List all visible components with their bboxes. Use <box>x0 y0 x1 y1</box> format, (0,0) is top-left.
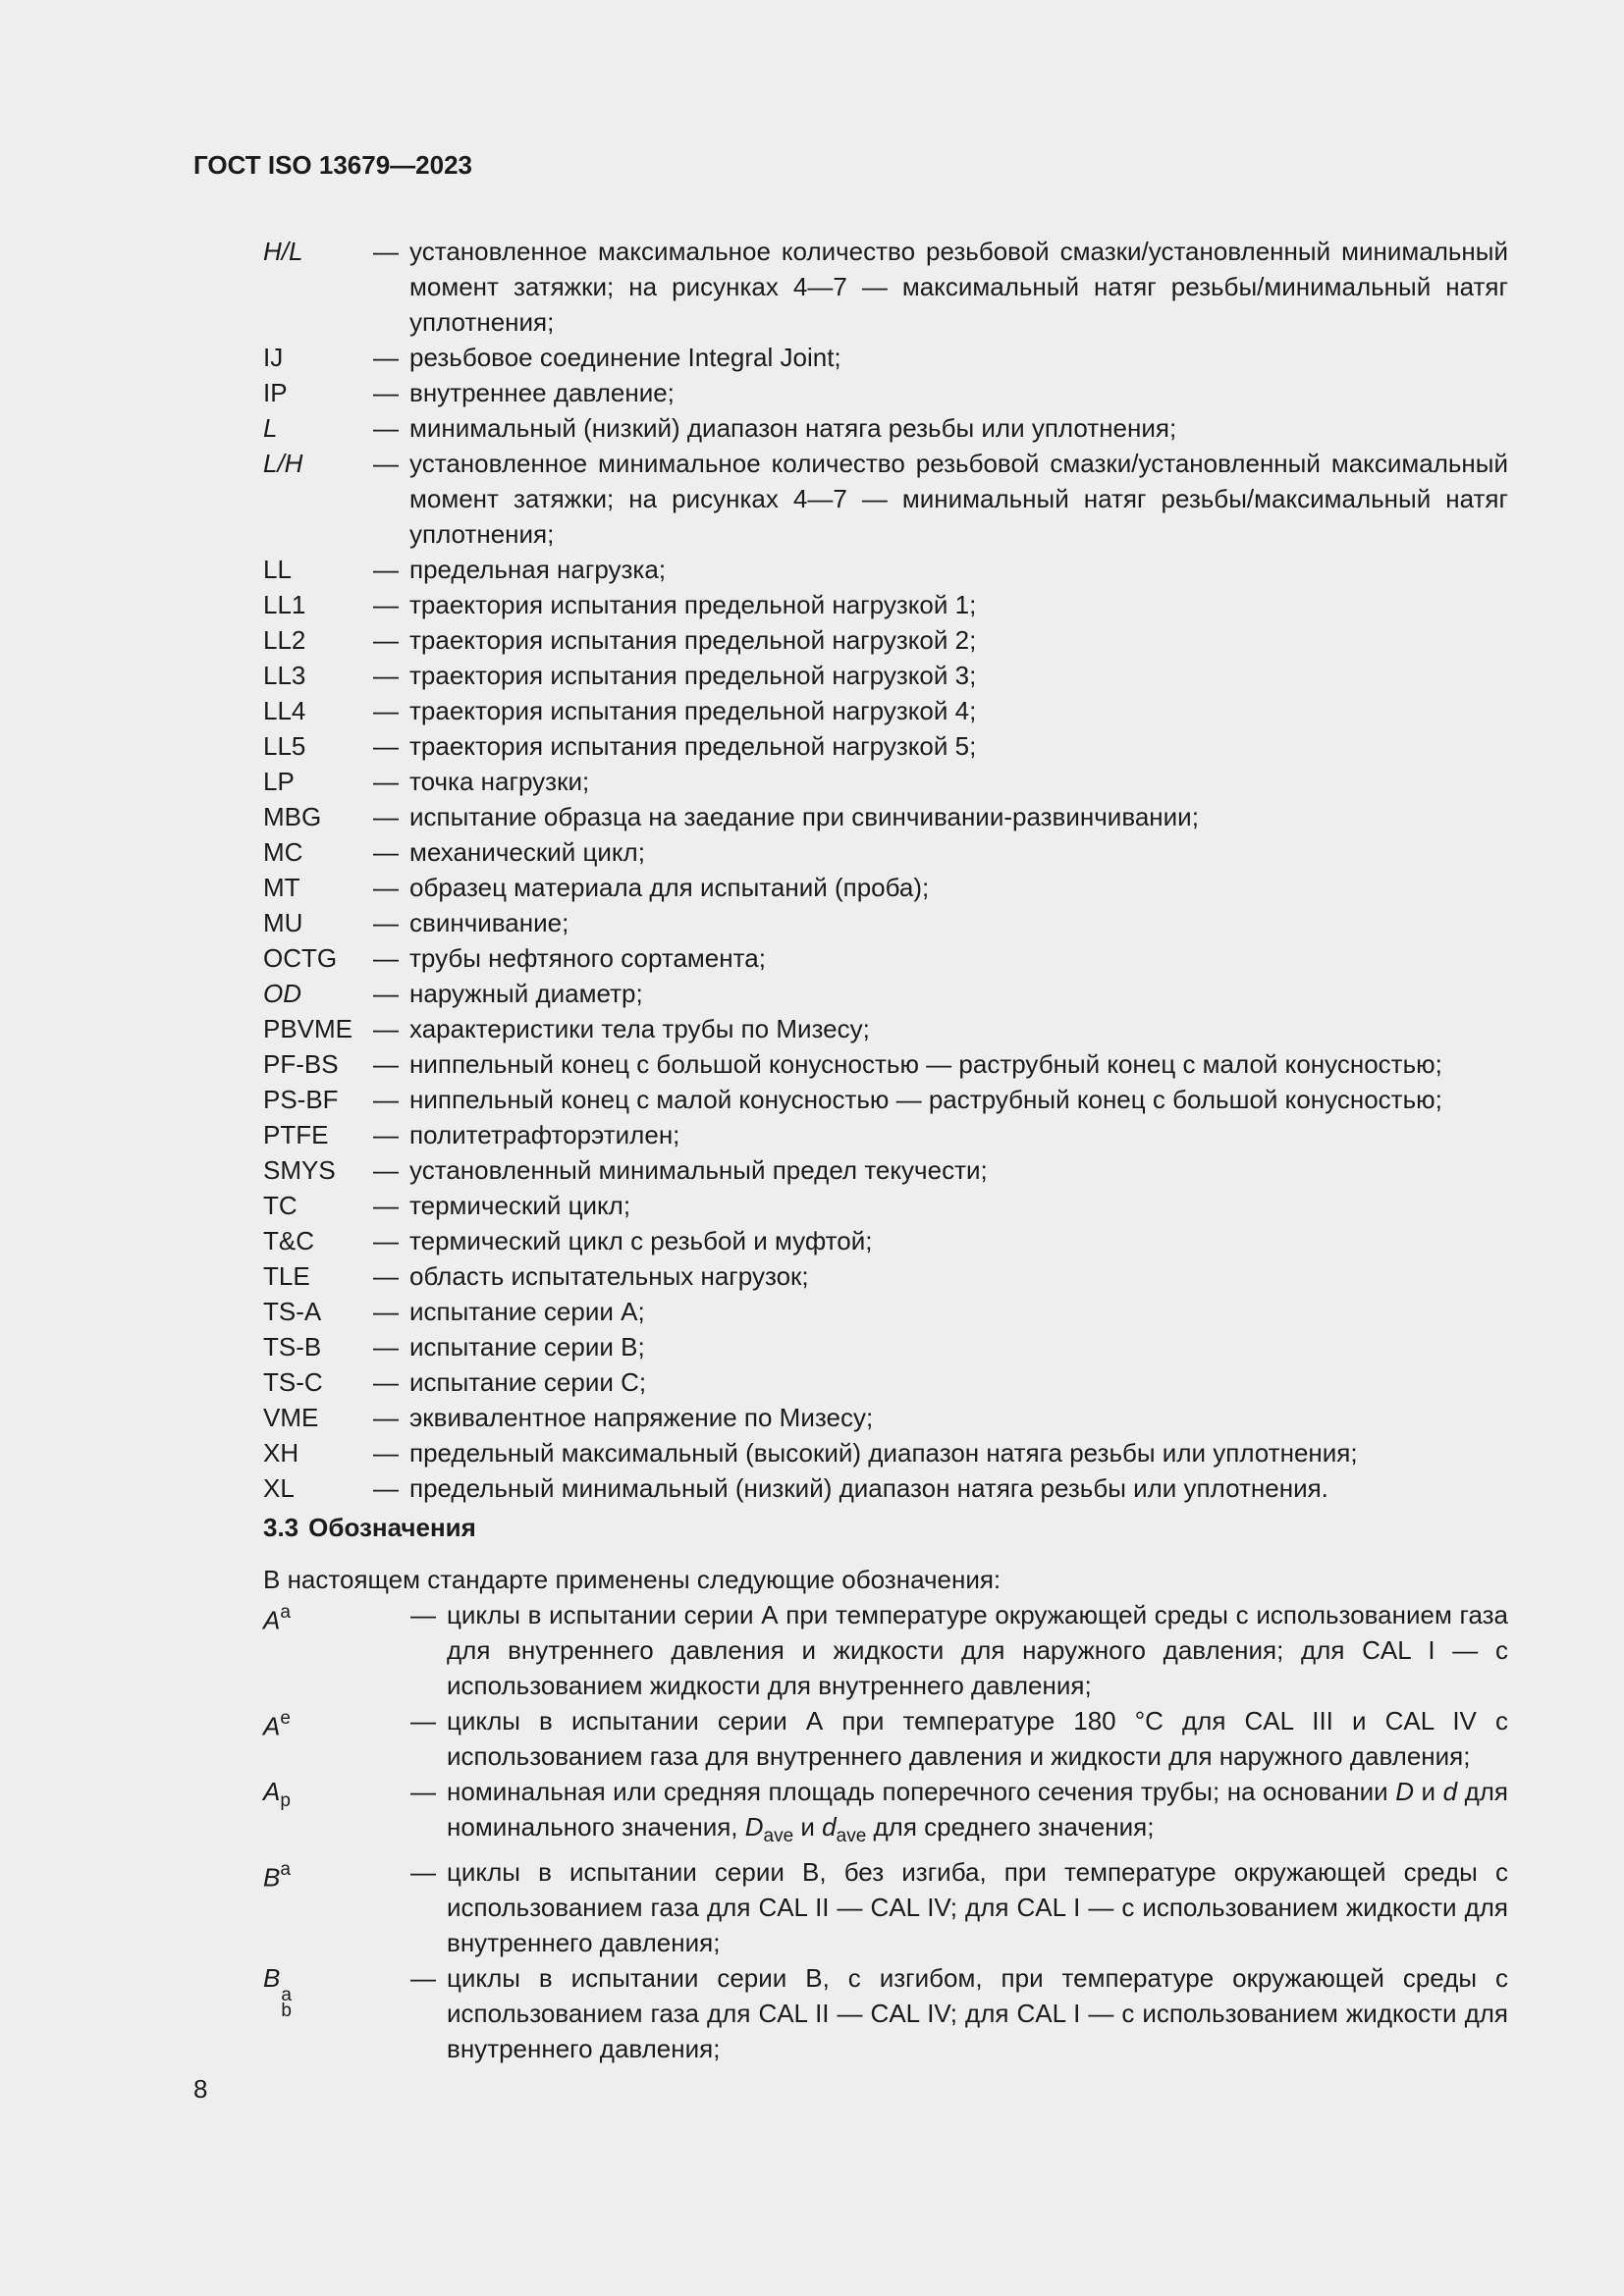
abbreviation-row <box>263 905 1508 940</box>
abbreviation-row <box>263 693 1508 728</box>
symbol-term: $A_p$ <box>263 1777 291 1812</box>
abbreviation-term: L/H <box>263 449 303 478</box>
abbreviation-term: LP <box>263 767 295 796</box>
symbol-term: B a b <box>263 1963 292 2022</box>
abbreviation-term: PBVME <box>263 1014 353 1043</box>
abbreviation-row <box>263 587 1508 622</box>
symbol-term: $A^e$ <box>263 1708 291 1741</box>
abbreviation-definition: образец материала для испытаний (проба); <box>409 873 930 902</box>
symbol-row-ba <box>263 1854 1508 1960</box>
abbreviation-definition: свинчивание; <box>409 908 569 937</box>
abbreviation-row <box>263 1294 1508 1329</box>
abbreviation-row <box>263 799 1508 834</box>
abbreviation-definition: резьбовое соединение Integral Joint; <box>409 343 841 372</box>
dash: — <box>410 1706 436 1735</box>
abbreviation-definition: установленное максимальное количество резьбовой смазки/установленный минимальный момент затяжки; на рисунках 4—7 — максимальный натяг резьбы/минимальный натяг уплотнения; <box>409 237 1508 337</box>
abbreviation-row <box>263 1117 1508 1152</box>
abbreviation-row <box>263 552 1508 587</box>
abbreviation-row <box>263 1188 1508 1223</box>
dash: — <box>373 343 399 372</box>
abbreviation-row <box>263 1082 1508 1117</box>
abbreviation-definition: минимальный (низкий) диапазон натяга резьбы или уплотнения; <box>409 413 1177 443</box>
dash: — <box>373 1120 399 1149</box>
section-number: 3.3 <box>263 1513 299 1542</box>
abbreviation-definition: установленный минимальный предел текучести; <box>409 1155 988 1185</box>
symbol-definition: циклы в испытании серии В, без изгиба, при температуре окружающей среды с использованием газа для CAL II — CAL IV; для CAL I — с использованием жидкости для внутреннего давления; <box>447 1857 1508 1958</box>
abbreviation-row <box>263 940 1508 976</box>
dash: — <box>373 837 399 867</box>
dash: — <box>373 237 399 266</box>
abbreviation-row <box>263 870 1508 905</box>
dash: — <box>373 802 399 831</box>
dash: — <box>373 378 399 407</box>
abbreviation-term: OCTG <box>263 943 338 973</box>
dash: — <box>373 590 399 619</box>
dash: — <box>373 555 399 584</box>
abbreviation-row <box>263 1329 1508 1364</box>
document-header: ГОСТ ISO 13679—2023 <box>193 150 473 180</box>
abbreviation-row <box>263 410 1508 446</box>
dash: — <box>373 1367 399 1397</box>
abbreviation-definition: испытание серии А; <box>409 1297 645 1326</box>
symbol-definition: циклы в испытании серии А при температуре 180 °С для CAL III и CAL IV с использованием газа для внутреннего давления и жидкости для наружного давления; <box>447 1706 1508 1771</box>
abbreviation-row <box>263 622 1508 658</box>
abbreviation-definition: характеристики тела трубы по Мизесу; <box>409 1014 870 1043</box>
abbreviation-definition: траектория испытания предельной нагрузкой 1; <box>409 590 977 619</box>
dash: — <box>373 696 399 725</box>
abbreviation-definition: траектория испытания предельной нагрузкой 3; <box>409 661 977 690</box>
abbreviation-row <box>263 1223 1508 1258</box>
dash: — <box>373 908 399 937</box>
symbol-definition: циклы в испытании серии В, с изгибом, при температуре окружающей среды с использованием газа для CAL II — CAL IV; для CAL I — с использованием жидкости для внутреннего давления; <box>447 1963 1508 2064</box>
abbreviation-definition: испытание серии С; <box>409 1367 647 1397</box>
dash: — <box>373 1403 399 1432</box>
abbreviation-row <box>263 1152 1508 1188</box>
abbreviation-row <box>263 1400 1508 1435</box>
dash: — <box>373 1226 399 1255</box>
abbreviation-definition: точка нагрузки; <box>409 767 590 796</box>
dash: — <box>373 1473 399 1503</box>
dash: — <box>373 1297 399 1326</box>
abbreviation-row <box>263 446 1508 552</box>
abbreviation-definition: траектория испытания предельной нагрузкой 4; <box>409 696 977 725</box>
abbreviation-term: VME <box>263 1403 319 1432</box>
abbreviation-definition: термический цикл с резьбой и муфтой; <box>409 1226 873 1255</box>
abbreviation-term: TC <box>263 1191 298 1220</box>
abbreviation-term: PTFE <box>263 1120 329 1149</box>
dash: — <box>373 731 399 761</box>
dash: — <box>373 1332 399 1362</box>
abbreviation-term: TS-A <box>263 1297 322 1326</box>
symbols-intro: В настоящем стандарте применены следующие обозначения: <box>263 1565 1001 1594</box>
abbreviation-term: XH <box>263 1438 299 1468</box>
dash: — <box>373 943 399 973</box>
dash: — <box>410 1600 436 1629</box>
abbreviation-term: XL <box>263 1473 295 1503</box>
abbreviation-term: LL5 <box>263 731 306 761</box>
page-number: 8 <box>193 2074 208 2104</box>
abbreviation-row <box>263 340 1508 375</box>
dash: — <box>373 413 399 443</box>
abbreviation-definition: внутреннее давление; <box>409 378 675 407</box>
symbol-definition: циклы в испытании серии А при температуре окружающей среды с использованием газа для внутреннего давления и жидкости для наружного давления; для CAL I — с использованием жидкости для внутреннего давления; <box>447 1600 1508 1700</box>
abbreviation-definition: испытание серии В; <box>409 1332 645 1362</box>
abbreviation-term: SMYS <box>263 1155 336 1185</box>
symbol-row-ap <box>263 1774 1508 1854</box>
abbreviation-row <box>263 976 1508 1011</box>
dash: — <box>373 979 399 1008</box>
symbol-definition: номинальная или средняя площадь поперечного сечения трубы; на основании D и d для номинального значения, $D_{ave}$ и $d_{ave}$ для среднего значения; <box>447 1777 1508 1847</box>
abbreviation-term: T&C <box>263 1226 314 1255</box>
abbreviation-term: MC <box>263 837 303 867</box>
abbreviation-row <box>263 658 1508 693</box>
abbreviation-row <box>263 234 1508 340</box>
abbreviation-term: IP <box>263 378 288 407</box>
abbreviation-row <box>263 764 1508 799</box>
abbreviation-term: LL1 <box>263 590 306 619</box>
abbreviation-term: OD <box>263 979 301 1008</box>
abbreviation-definition: эквивалентное напряжение по Мизесу; <box>409 1403 874 1432</box>
abbreviation-row <box>263 1435 1508 1470</box>
abbreviation-term: LL <box>263 555 292 584</box>
abbreviation-definition: траектория испытания предельной нагрузкой 5; <box>409 731 977 761</box>
dash: — <box>373 1049 399 1079</box>
abbreviation-row <box>263 1364 1508 1400</box>
abbreviation-term: LL2 <box>263 625 306 655</box>
symbol-row-bab <box>263 1960 1508 2066</box>
dash: — <box>373 1014 399 1043</box>
dash: — <box>373 625 399 655</box>
abbreviation-definition: трубы нефтяного сортамента; <box>409 943 766 973</box>
symbols-list <box>263 1597 1508 2066</box>
abbreviation-definition: предельный максимальный (высокий) диапазон натяга резьбы или уплотнения; <box>409 1438 1358 1468</box>
abbreviation-definition: область испытательных нагрузок; <box>409 1261 809 1291</box>
dash: — <box>373 1438 399 1468</box>
abbreviation-definition: наружный диаметр; <box>409 979 643 1008</box>
abbreviation-term: TS-B <box>263 1332 322 1362</box>
abbreviation-definition: испытание образца на заедание при свинчивании-развинчивании; <box>409 802 1199 831</box>
dash: — <box>373 1191 399 1220</box>
dash: — <box>373 661 399 690</box>
abbreviation-definition: предельный минимальный (низкий) диапазон натяга резьбы или уплотнения. <box>409 1473 1328 1503</box>
dash: — <box>373 873 399 902</box>
symbol-row-aa <box>263 1597 1508 1703</box>
abbreviation-definition: механический цикл; <box>409 837 645 867</box>
abbreviation-definition: установленное минимальное количество резьбовой смазки/установленный максимальный момент затяжки; на рисунках 4—7 — минимальный натяг резьбы/максимальный натяг уплотнения; <box>409 449 1508 549</box>
abbreviation-row <box>263 728 1508 764</box>
symbol-term: $B^a$ <box>263 1859 291 1893</box>
dash: — <box>410 1857 436 1888</box>
dash: — <box>410 1777 436 1806</box>
abbreviation-term: TLE <box>263 1261 310 1291</box>
abbreviation-row <box>263 375 1508 410</box>
abbreviation-term: MU <box>263 908 303 937</box>
abbreviation-row <box>263 1011 1508 1046</box>
abbreviation-term: MBG <box>263 802 322 831</box>
symbol-row-ae <box>263 1703 1508 1774</box>
abbreviation-definition: термический цикл; <box>409 1191 631 1220</box>
abbreviation-term: PS-BF <box>263 1085 339 1114</box>
dash: — <box>373 1155 399 1185</box>
dash: — <box>373 767 399 796</box>
abbreviation-term: MT <box>263 873 300 902</box>
section-heading <box>263 1510 476 1545</box>
abbreviation-definition: ниппельный конец с большой конусностью — раструбный конец с малой конусностью; <box>409 1049 1442 1079</box>
dash: — <box>373 1085 399 1114</box>
abbreviation-row <box>263 1470 1508 1506</box>
abbreviation-row <box>263 1258 1508 1294</box>
abbreviations-list <box>263 234 1508 1506</box>
dash: — <box>373 1261 399 1291</box>
abbreviation-term: PF-BS <box>263 1049 339 1079</box>
abbreviation-definition: политетрафторэтилен; <box>409 1120 680 1149</box>
abbreviation-term: LL3 <box>263 661 306 690</box>
abbreviation-term: IJ <box>263 343 284 372</box>
abbreviation-term: L <box>263 413 278 443</box>
abbreviation-row <box>263 1046 1508 1082</box>
abbreviation-term: TS-C <box>263 1367 323 1397</box>
section-title: Обозначения <box>308 1513 476 1542</box>
abbreviation-definition: ниппельный конец с малой конусностью — раструбный конец с большой конусностью; <box>409 1085 1442 1114</box>
dash: — <box>373 449 399 478</box>
abbreviation-row <box>263 834 1508 870</box>
abbreviation-definition: траектория испытания предельной нагрузкой 2; <box>409 625 977 655</box>
abbreviation-term: LL4 <box>263 696 306 725</box>
dash: — <box>410 1963 436 1994</box>
abbreviation-definition: предельная нагрузка; <box>409 555 667 584</box>
abbreviation-term: H/L <box>263 237 303 266</box>
symbol-term: $A^a$ <box>263 1602 291 1635</box>
